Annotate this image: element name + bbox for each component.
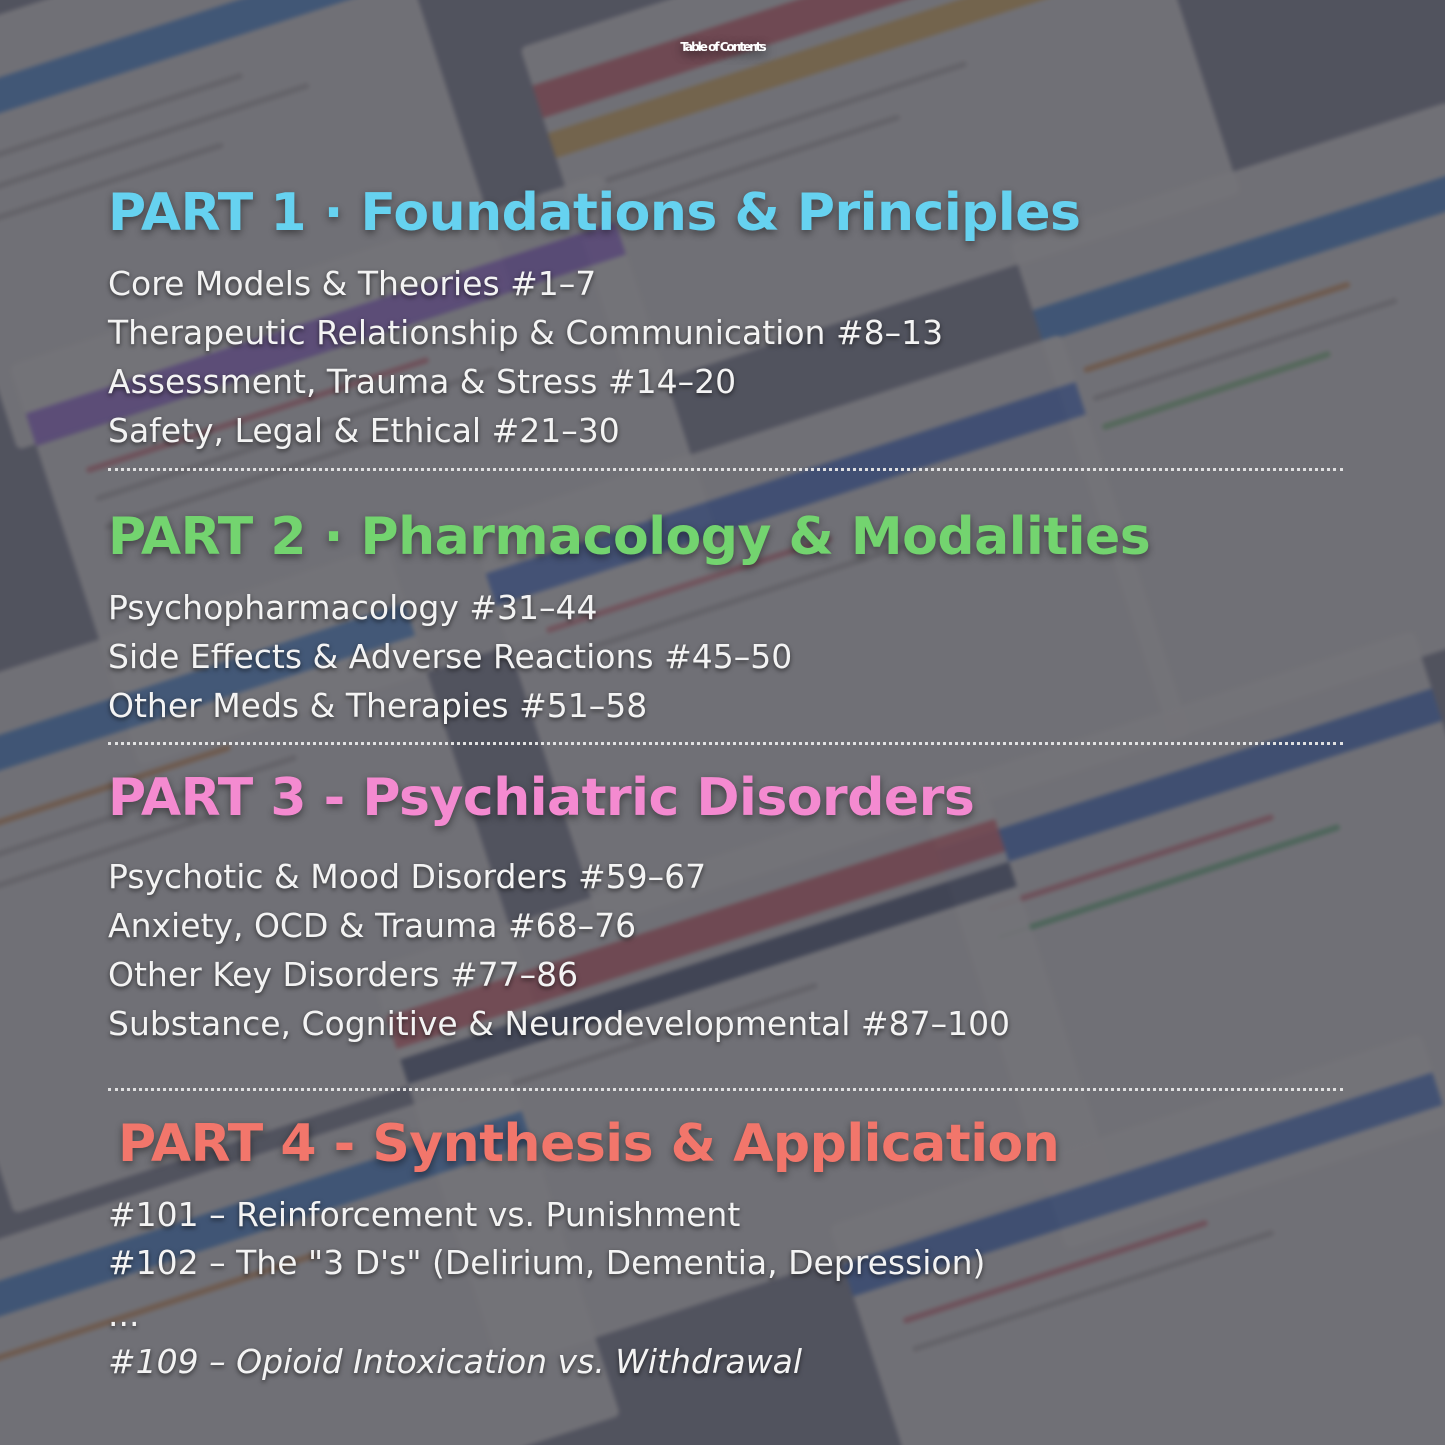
toc-item: Psychopharmacology #31–44 xyxy=(108,588,598,627)
section-divider xyxy=(108,1088,1343,1091)
toc-item: Anxiety, OCD & Trauma #68–76 xyxy=(108,906,637,945)
toc-item: #109 – Opioid Intoxication vs. Withdrawal xyxy=(108,1342,803,1381)
toc-item: Other Meds & Therapies #51–58 xyxy=(108,686,648,725)
section-divider xyxy=(108,468,1343,471)
toc-item: Therapeutic Relationship & Communication #8–13 xyxy=(108,313,944,352)
part-3-heading: PART 3 - Psychiatric Disorders xyxy=(108,768,975,828)
toc-item: Substance, Cognitive & Neurodevelopmental #87–100 xyxy=(108,1004,1011,1043)
toc-item: #101 – Reinforcement vs. Punishment xyxy=(108,1195,741,1234)
toc-item: Assessment, Trauma & Stress #14–20 xyxy=(108,362,737,401)
section-divider xyxy=(108,742,1343,745)
part-1-heading: PART 1 · Foundations & Principles xyxy=(108,183,1081,243)
toc-item: Psychotic & Mood Disorders #59–67 xyxy=(108,857,707,896)
toc-item: #102 – The "3 D's" (Delirium, Dementia, Depression) xyxy=(108,1243,986,1282)
toc-item: Safety, Legal & Ethical #21–30 xyxy=(108,411,620,450)
part-2-heading: PART 2 · Pharmacology & Modalities xyxy=(108,507,1151,567)
toc-ellipsis: ... xyxy=(108,1295,140,1334)
page-title: Table of Contents xyxy=(680,40,765,54)
toc-item: Other Key Disorders #77–86 xyxy=(108,955,579,994)
toc-item: Core Models & Theories #1–7 xyxy=(108,264,597,303)
part-4-heading: PART 4 - Synthesis & Application xyxy=(118,1114,1060,1174)
toc-item: Side Effects & Adverse Reactions #45–50 xyxy=(108,637,793,676)
